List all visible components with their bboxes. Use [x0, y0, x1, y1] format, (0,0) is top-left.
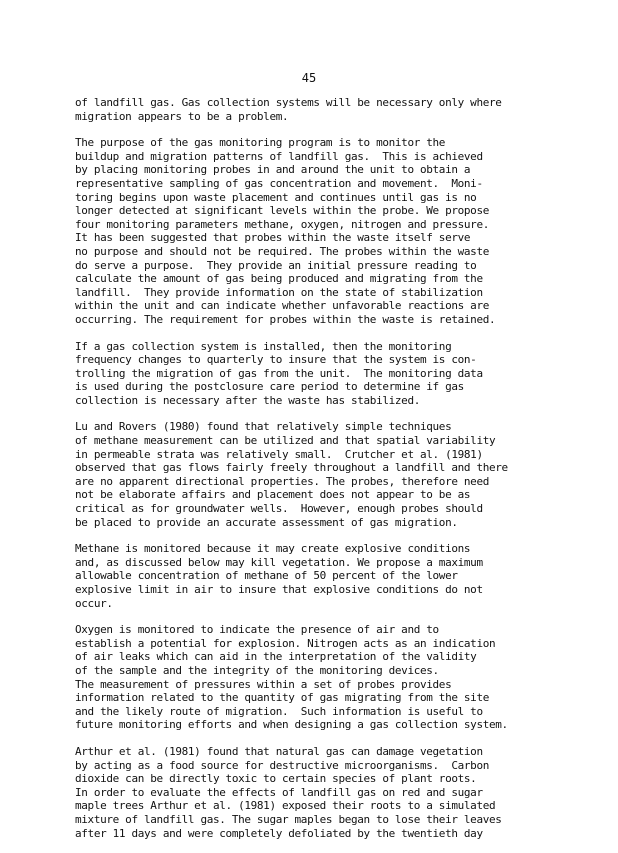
- text-line: explosive limit in air to insure that explosive conditions do not: [75, 583, 483, 596]
- text-line: mixture of landfill gas. The sugar maples began to lose their leaves: [75, 812, 502, 826]
- text-line: It has been suggested that probes within the waste itself serve: [75, 231, 471, 245]
- text-line: of air leaks which can aid in the interpretation of the validity: [75, 650, 477, 664]
- text-line: of the sample and the integrity of the monitoring devices.: [75, 663, 439, 677]
- text-line: migration appears to be a problem.: [75, 109, 289, 123]
- text-line: maple trees Arthur et al. (1981) exposed their roots to a simulated: [75, 799, 496, 813]
- text-line: and the likely route of migration. Such information is useful to: [75, 704, 483, 718]
- text-line: do serve a purpose. They provide an initial pressure reading to: [75, 258, 477, 272]
- document-body: [75, 96, 555, 853]
- text-line: frequency changes to quarterly to insure that the system is con-: [75, 353, 477, 367]
- paragraph: [75, 96, 555, 123]
- text-line: by placing monitoring probes in and around the unit to obtain a: [75, 163, 471, 177]
- text-line: collection is necessary after the waste has stabilized.: [75, 393, 420, 407]
- text-line: longer detected at significant levels within the probe. We propose: [75, 204, 489, 218]
- paragraph: [75, 542, 555, 610]
- text-line: after 11 days and were completely defoliated by the twentieth day: [75, 826, 483, 840]
- text-line: calculate the amount of gas being produced and migrating from the: [75, 272, 483, 286]
- paragraph: [75, 623, 555, 732]
- text-line: Oxygen is monitored to indicate the presence of air and to: [75, 623, 439, 637]
- text-line: In order to evaluate the effects of landfill gas on red and sugar: [75, 785, 483, 799]
- text-line: and, as discussed below may kill vegetation. We propose a maximum: [75, 555, 483, 569]
- text-line: future monitoring efforts and when designing a gas collection system.: [75, 718, 508, 732]
- text-line: observed that gas flows fairly freely throughout a landfill and there: [75, 461, 508, 475]
- page-number: 45: [301, 71, 317, 85]
- text-line: trolling the migration of gas from the unit. The monitoring data: [75, 366, 483, 380]
- text-line: critical as for groundwater wells. However, enough probes should: [75, 502, 483, 516]
- text-line: Lu and Rovers (1980) found that relatively simple techniques: [75, 420, 452, 434]
- text-line: If a gas collection system is installed, then the monitoring: [75, 339, 452, 353]
- text-line: within the unit and can indicate whether unfavorable reactions are: [75, 299, 489, 313]
- text-line: by acting as a food source for destructive microorganisms. Carbon: [75, 758, 489, 772]
- text-line: in permeable strata was relatively small. Crutcher et al. (1981): [75, 447, 483, 461]
- text-line: is used during the postclosure care period to determine if gas: [75, 380, 464, 394]
- text-line: four monitoring parameters methane, oxygen, nitrogen and pressure.: [75, 217, 489, 231]
- text-line: representative sampling of gas concentration and movement. Moni-: [75, 176, 483, 190]
- text-line: The measurement of pressures within a set of probes provides: [75, 677, 452, 691]
- text-line: be placed to provide an accurate assessment of gas migration.: [75, 515, 458, 529]
- text-line: occur.: [75, 596, 113, 610]
- text-line: establish a potential for explosion. Nitrogen acts as an indication: [75, 636, 496, 650]
- text-line: are no apparent directional properties. The probes, therefore need: [75, 474, 489, 488]
- text-line: no purpose and should not be required. The probes within the waste: [75, 244, 489, 258]
- paragraph: [75, 136, 555, 326]
- paragraph: [75, 340, 555, 408]
- text-line: The purpose of the gas monitoring program is to monitor the: [75, 136, 446, 150]
- text-line: allowable concentration of methane of 50 percent of the lower: [75, 569, 458, 583]
- text-line: Methane is monitored because it may create explosive conditions: [75, 542, 471, 556]
- text-line: not be elaborate affairs and placement does not appear to be as: [75, 488, 471, 502]
- text-line: buildup and migration patterns of landfill gas. This is achieved: [75, 149, 483, 163]
- paragraph: [75, 745, 555, 840]
- text-line: information related to the quantity of gas migrating from the site: [75, 691, 489, 705]
- text-line: Arthur et al. (1981) found that natural gas can damage vegetation: [75, 744, 483, 758]
- text-line: landfill. They provide information on the state of stabilization: [75, 285, 483, 299]
- text-line: occurring. The requirement for probes within the waste is retained.: [75, 312, 496, 326]
- text-line: dioxide can be directly toxic to certain species of plant roots.: [75, 772, 477, 786]
- text-line: of methane measurement can be utilized and that spatial variability: [75, 434, 496, 448]
- paragraph: [75, 420, 555, 529]
- text-line: of landfill gas. Gas collection systems will be necessary only where: [75, 96, 502, 109]
- text-line: toring begins upon waste placement and continues until gas is no: [75, 190, 477, 204]
